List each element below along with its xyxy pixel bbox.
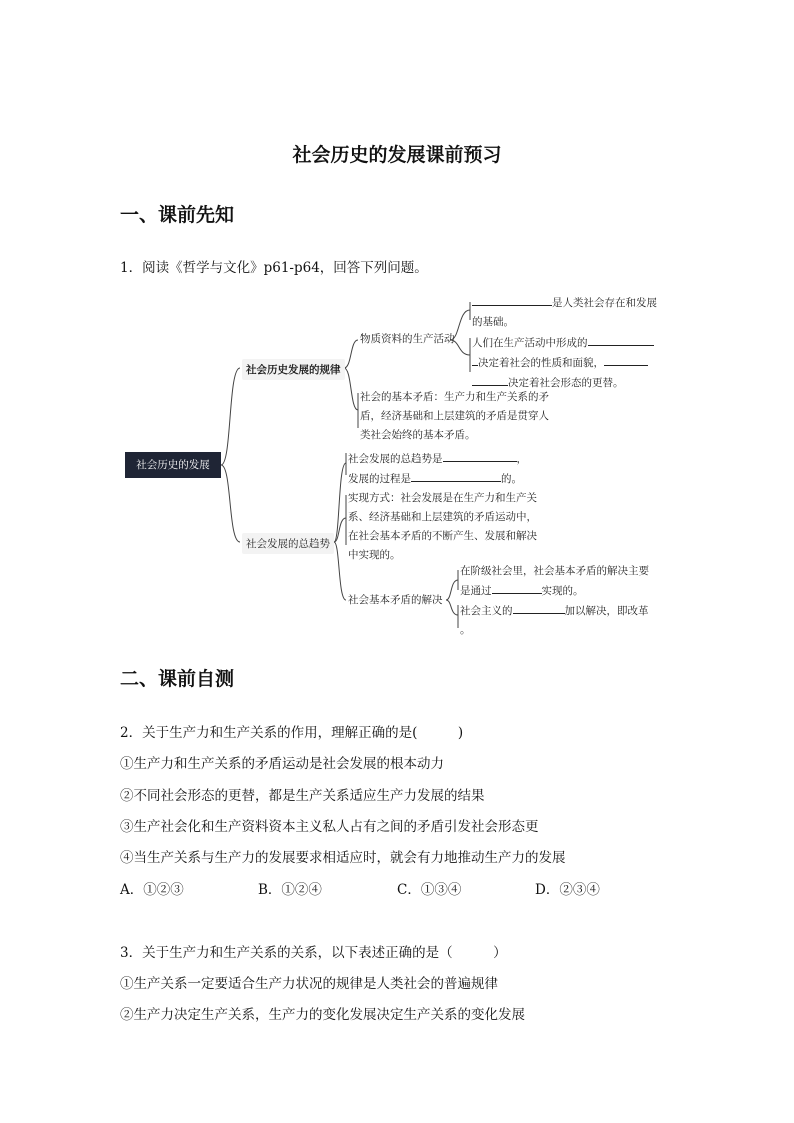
- question-3-stem: 3．关于生产力和生产关系的关系，以下表述正确的是（ ）: [120, 945, 507, 961]
- node-material-production: 物质资料的生产活动: [360, 333, 455, 345]
- leaf-socialist-reform: 社会主义的 加以解决，即改革 。: [460, 601, 649, 640]
- mind-map-root: 社会历史的发展: [125, 452, 221, 478]
- option-a[interactable]: A．①②③: [120, 882, 184, 898]
- question-2-item: ①生产力和生产关系的矛盾运动是社会发展的根本动力: [120, 756, 444, 772]
- option-b[interactable]: B．①②④: [258, 882, 322, 898]
- option-c[interactable]: C．①③④: [397, 882, 462, 898]
- blank: [411, 469, 501, 482]
- blank: [443, 449, 517, 462]
- question-2-item: ③生产社会化和生产资料资本主义私人占有之间的矛盾引发社会形态更: [120, 819, 539, 835]
- question-3-item: ②生产力决定生产关系，生产力的变化发展决定生产关系的变化发展: [120, 1007, 525, 1023]
- node-contradiction-resolution: 社会基本矛盾的解决: [348, 594, 443, 606]
- leaf-production-basis: 是人类社会存在和发展 的基础。: [472, 293, 657, 332]
- option-d[interactable]: D．②③④: [535, 882, 600, 898]
- blank: [472, 293, 552, 306]
- branch-history-law: 社会历史发展的规律: [242, 359, 345, 380]
- blank: [604, 353, 648, 366]
- node-basic-contradiction: 社会的基本矛盾：生产力和生产关系的矛 盾，经济基础和上层建筑的矛盾是贯穿人 类社会始终的基本矛盾。: [360, 391, 549, 441]
- leaf-class-society: 在阶级社会里，社会基本矛盾的解决主要 是通过 实现的。: [460, 565, 649, 597]
- blank: [588, 333, 654, 346]
- question-1: 1．阅读《哲学与文化》p61-p64，回答下列问题。: [120, 260, 428, 276]
- section-heading-self-test: 二、课前自测: [120, 668, 235, 690]
- blank: [492, 581, 542, 594]
- branch-development-trend: 社会发展的总趋势: [242, 533, 334, 554]
- leaf-production-relations: 人们在生产活动中形成的 决定着社会的性质和面貌， 决定着社会形态的更替。: [472, 333, 654, 393]
- blank: [513, 601, 565, 614]
- leaf-realization-way: 实现方式：社会发展是在生产力和生产关 系、经济基础和上层建筑的矛盾运动中， 在社会基本矛盾的不断产生、发展和解决 中实现的。: [348, 492, 537, 561]
- question-2-stem: 2．关于生产力和生产关系的作用，理解正确的是( ): [120, 725, 464, 741]
- page-title: 社会历史的发展课前预习: [292, 144, 502, 166]
- leaf-overall-trend: 社会发展的总趋势是 ， 发展的过程是 的。: [348, 449, 527, 489]
- blank: [472, 373, 508, 386]
- section-heading-preview: 一、课前先知: [120, 204, 235, 226]
- question-2-item: ②不同社会形态的更替，都是生产关系适应生产力发展的结果: [120, 788, 485, 804]
- question-3-item: ①生产关系一定要适合生产力状况的规律是人类社会的普遍规律: [120, 976, 498, 992]
- question-2-item: ④当生产关系与生产力的发展要求相适应时，就会有力地推动生产力的发展: [120, 850, 566, 866]
